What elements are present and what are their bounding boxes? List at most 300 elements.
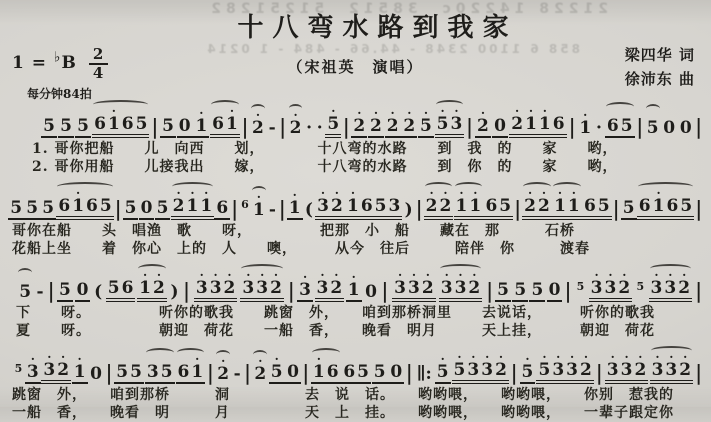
note-group <box>13 362 25 384</box>
note-text: 5 <box>116 362 129 382</box>
note <box>316 111 324 138</box>
note-group-slurred <box>56 186 113 220</box>
note-text: 5 <box>327 114 340 134</box>
note-group <box>41 350 71 384</box>
note <box>530 273 544 300</box>
octave-dot: · <box>515 104 520 118</box>
note-text: 1 <box>469 196 482 216</box>
barline: | <box>564 279 572 304</box>
note-group <box>297 270 313 302</box>
score <box>0 97 711 422</box>
note <box>369 106 383 136</box>
note-group <box>415 357 434 384</box>
octave-dot: · <box>176 186 181 200</box>
lyric-line-2: 一船 香， 晚看 明 月 天 上 挂。 哟哟喂， 哟哟喂， 一辈子跟定你 <box>12 405 674 421</box>
note-group-slurred <box>176 352 206 384</box>
note <box>178 109 192 136</box>
note-group <box>368 106 384 138</box>
meter-denominator: 4 <box>92 63 105 82</box>
note-text: · <box>316 118 323 138</box>
octave-dot: · <box>571 186 576 200</box>
note-text: ) <box>170 282 179 302</box>
octave-dot: · <box>407 106 412 120</box>
octave-dot: · <box>357 106 362 120</box>
octave-dot: · <box>256 190 261 204</box>
note-text: 2 <box>421 278 434 298</box>
note <box>620 109 634 136</box>
note <box>521 352 535 382</box>
note <box>438 186 452 216</box>
note-text: 5 <box>357 362 370 382</box>
note <box>93 107 107 134</box>
note-text: 0 <box>140 198 153 218</box>
note-group <box>267 193 278 220</box>
note-text: 3 <box>481 360 494 380</box>
note-text: 5 <box>162 116 174 136</box>
note-text: ( <box>94 282 103 302</box>
note-group-slurred <box>17 275 33 302</box>
note <box>177 355 191 382</box>
lyric-line-1: 下 呀。 听你的歌我 跳窗 外， 咱到那桥洞里 去说话， 听你的歌我 <box>16 305 655 321</box>
barline: | <box>695 115 702 140</box>
measure <box>55 268 182 302</box>
note <box>537 186 551 216</box>
note-text: 3 <box>620 360 633 380</box>
note-text: 6 <box>94 114 106 134</box>
note-text: 5 <box>59 280 71 300</box>
measure <box>620 186 694 220</box>
octave-dot: · <box>292 188 297 202</box>
note-text: 5 <box>10 198 23 218</box>
note-text: 2 <box>353 116 366 136</box>
note <box>85 189 99 216</box>
note-text: 0 <box>548 280 561 300</box>
octave-dot: · <box>669 350 674 364</box>
note-text: 6 <box>552 114 565 134</box>
octave-dot: · <box>654 268 659 282</box>
octave-dot: · <box>350 186 355 200</box>
note-text: 5 <box>374 196 387 216</box>
note-text: 2 <box>386 116 399 136</box>
note <box>146 355 160 382</box>
octave-dot: · <box>472 268 477 282</box>
note-text: 2 <box>330 196 343 216</box>
note-text: 5 <box>60 116 72 136</box>
note-text: 2 <box>495 360 507 380</box>
note <box>225 104 239 134</box>
note-group <box>155 191 171 220</box>
note-text: 2 <box>403 116 416 136</box>
note <box>646 111 660 138</box>
note <box>537 350 551 380</box>
note <box>115 355 129 382</box>
bleedthrough-text-top: 21228 14220c 38512 51251282 <box>206 1 608 17</box>
note-text: - <box>268 200 276 220</box>
note <box>364 275 378 302</box>
note-text: 6 <box>583 196 596 216</box>
note-group <box>529 273 545 302</box>
octave-dot: · <box>527 186 533 200</box>
measure <box>252 352 302 384</box>
note <box>346 186 360 216</box>
note-text: 6 <box>216 198 229 218</box>
octave-dot: · <box>583 350 589 364</box>
note <box>42 350 56 380</box>
note-text: 1 <box>73 362 86 382</box>
note-text: 1 <box>347 280 360 300</box>
note-text: 5 <box>622 198 635 218</box>
octave-dot: · <box>258 354 263 368</box>
note-text: 6 <box>58 196 71 216</box>
note-text: 5 <box>646 118 659 138</box>
note-text: 2 <box>252 118 264 138</box>
note-group <box>75 109 91 138</box>
measure <box>474 104 568 138</box>
note-group <box>269 352 285 384</box>
note <box>548 273 562 300</box>
note-group <box>492 109 508 138</box>
note-group <box>475 106 491 138</box>
note-text: 6 <box>326 362 339 382</box>
octave-dot: · <box>302 270 308 284</box>
note-text: · <box>306 118 313 138</box>
note-text: 5 <box>420 116 432 136</box>
note <box>565 350 579 380</box>
note <box>498 189 512 216</box>
octave-dot: · <box>142 268 148 282</box>
note <box>156 191 170 218</box>
note <box>58 273 72 300</box>
note-text: 1 <box>186 196 199 216</box>
note <box>71 186 85 216</box>
note-text: 3 <box>256 278 269 298</box>
note-text: 2 <box>511 114 524 134</box>
octave-dot: · <box>334 268 339 282</box>
octave-dot: · <box>683 350 688 364</box>
note <box>124 191 138 218</box>
octave-dot: · <box>76 186 81 200</box>
note-group <box>363 275 379 302</box>
note-text: 5 <box>42 198 55 218</box>
note <box>305 111 313 138</box>
note-text: 3 <box>394 278 407 298</box>
note <box>312 352 326 382</box>
octave-dot: · <box>471 350 476 364</box>
measure <box>604 350 695 384</box>
note-group-slurred <box>522 186 552 220</box>
octave-dot: · <box>473 186 478 200</box>
note-text: 1 <box>195 116 208 136</box>
note-group <box>25 352 41 384</box>
note <box>326 355 340 382</box>
octave-dot: · <box>622 268 627 282</box>
note <box>253 354 267 384</box>
note <box>678 350 692 380</box>
note-text: 2 <box>439 196 452 216</box>
note-text: 3 <box>146 362 159 382</box>
grace-note <box>14 359 24 374</box>
note <box>583 189 597 216</box>
note-text: 3 <box>454 278 467 298</box>
octave-dot: · <box>541 186 547 200</box>
note-group <box>325 104 341 138</box>
barline: | <box>612 197 620 222</box>
measure <box>572 268 694 302</box>
note-text: 6 <box>606 116 619 136</box>
note-text: - <box>233 364 241 384</box>
octave-dot: · <box>61 350 66 364</box>
note-text: 2 <box>270 278 282 298</box>
note-group <box>392 268 436 302</box>
note <box>107 104 121 134</box>
note-text: 2 <box>217 364 230 384</box>
octave-dot: · <box>498 350 504 364</box>
note-text: 6 <box>212 114 225 134</box>
octave-dot: · <box>668 268 673 282</box>
measure <box>191 268 287 302</box>
note-text: 2 <box>172 196 185 216</box>
measure <box>351 104 466 138</box>
octave-dot: · <box>199 106 204 120</box>
note-text: 1 <box>191 362 204 382</box>
note-group <box>594 111 604 138</box>
note-text: 5 <box>531 280 544 300</box>
note-group <box>495 273 511 302</box>
note-text: 5 <box>636 280 645 293</box>
measure <box>16 275 47 302</box>
note <box>494 350 508 380</box>
note-group <box>123 191 139 220</box>
note-text: 3 <box>604 278 617 298</box>
note-group-slurred <box>650 350 694 384</box>
note <box>677 268 691 298</box>
note <box>269 268 283 298</box>
flat-icon: ♭ <box>53 49 62 66</box>
note-text: 6 <box>666 196 679 216</box>
barline: | <box>695 361 702 386</box>
note-text: 5 <box>373 362 386 382</box>
note-text: 5 <box>680 196 693 216</box>
note-group <box>520 352 536 384</box>
barline: | <box>466 115 473 140</box>
note-group <box>114 355 144 384</box>
note-group <box>452 350 509 384</box>
note <box>129 355 143 382</box>
note <box>135 107 149 134</box>
note-group-slurred <box>250 108 266 138</box>
octave-dot: · <box>351 270 356 284</box>
note-text: 6 <box>638 196 651 216</box>
note <box>402 106 416 136</box>
note <box>523 186 537 216</box>
note-text: 1 <box>252 200 265 220</box>
credit-composer: 徐沛东 曲 <box>624 70 695 88</box>
note <box>664 350 678 380</box>
note <box>595 111 603 138</box>
barline: | <box>279 197 286 222</box>
octave-dot: · <box>316 352 321 366</box>
note-text: 0 <box>390 362 403 382</box>
note-text: 2 <box>330 278 343 298</box>
note <box>597 189 611 216</box>
note-text: 6 <box>121 278 134 298</box>
note <box>493 109 507 136</box>
note-text: 1 <box>312 362 325 382</box>
note-group <box>345 186 402 220</box>
key-prefix: 1 = <box>12 53 54 73</box>
note <box>606 350 620 380</box>
note-text: 3 <box>317 196 329 216</box>
note <box>524 104 538 134</box>
octave-dot: · <box>480 106 486 120</box>
note-text: 6 <box>360 196 373 216</box>
note-text: - <box>36 282 44 302</box>
note-group <box>315 111 325 138</box>
octave-dot: · <box>610 350 615 364</box>
measure <box>40 104 151 138</box>
note <box>389 355 403 382</box>
note-group <box>315 186 345 220</box>
note <box>453 350 467 380</box>
barline: | <box>231 197 238 222</box>
note-group <box>589 268 633 302</box>
note <box>251 108 265 138</box>
note <box>388 189 402 216</box>
note <box>663 268 677 298</box>
note-text: 5 <box>99 196 112 216</box>
lyric-line-1: 哥你在船 头 唱渔 歌 呀， 把那 小 船 藏在 那 石桥 <box>12 223 575 239</box>
system <box>8 179 703 258</box>
note <box>510 104 524 134</box>
note <box>57 189 71 216</box>
barline: | <box>279 115 286 140</box>
note <box>199 186 213 216</box>
note-text: 5 <box>620 116 633 136</box>
note <box>268 193 277 220</box>
note <box>480 350 494 380</box>
note-group <box>92 275 104 302</box>
note-text: 1 <box>652 196 665 216</box>
note-text: 1 <box>538 114 551 134</box>
note-text: 3 <box>299 280 311 300</box>
note-text: 3 <box>606 360 619 380</box>
note <box>190 352 204 382</box>
note <box>270 352 284 382</box>
octave-dot: · <box>373 106 379 120</box>
octave-dot: · <box>190 186 195 200</box>
barline: | <box>595 361 603 386</box>
note-text: · <box>596 118 602 138</box>
octave-dot: · <box>443 186 448 200</box>
octave-dot: · <box>429 186 434 200</box>
barline: | <box>695 279 702 304</box>
note <box>241 268 255 298</box>
note <box>35 275 44 302</box>
time-signature <box>89 46 108 81</box>
note-group <box>72 352 88 384</box>
note <box>138 268 152 298</box>
note-text: 1 <box>567 196 580 216</box>
note-text: 2 <box>57 360 70 380</box>
note-text: 2 <box>618 278 631 298</box>
note <box>172 186 186 216</box>
note <box>416 357 433 384</box>
note <box>288 188 302 218</box>
note-group-slurred <box>605 109 635 138</box>
note <box>233 357 242 384</box>
note-text: 3 <box>388 196 401 216</box>
note-text: 0 <box>365 282 378 302</box>
note-text: 2 <box>524 196 536 216</box>
note-text: 5 <box>576 280 585 293</box>
note-group-slurred <box>424 186 454 220</box>
measure <box>122 186 230 220</box>
barline: | <box>510 361 518 386</box>
note-group <box>605 350 649 384</box>
octave-dot: · <box>229 104 235 118</box>
barline: | <box>151 115 159 140</box>
octave-dot: · <box>213 268 218 282</box>
note-group-slurred <box>288 108 304 138</box>
note <box>652 186 666 216</box>
note-text: 6 <box>485 196 498 216</box>
note-row <box>8 97 703 140</box>
octave-dot: · <box>556 350 561 364</box>
measure <box>12 350 105 384</box>
note <box>160 355 174 382</box>
note-text: 1 <box>579 118 592 138</box>
note-text: 5 <box>26 198 39 218</box>
note-group <box>177 109 193 138</box>
note <box>553 186 567 216</box>
note-group <box>160 109 176 138</box>
note-group <box>635 280 647 302</box>
note <box>152 268 166 298</box>
note <box>316 186 330 216</box>
octave-dot: · <box>221 354 226 368</box>
note-group-slurred <box>145 355 175 384</box>
measure <box>576 109 635 138</box>
octave-dot: · <box>293 108 298 122</box>
octave-dot: · <box>608 268 613 282</box>
note-text: 5 <box>124 198 137 218</box>
note-text: 6 <box>241 198 249 211</box>
note <box>304 193 314 220</box>
note-text: 5 <box>130 362 142 382</box>
note-text: 5 <box>14 362 23 375</box>
note <box>209 268 223 298</box>
note-group <box>57 273 73 302</box>
note <box>352 106 366 136</box>
note-text: 3 <box>665 360 678 380</box>
note-group-slurred <box>171 186 215 220</box>
note-group-slurred <box>210 104 240 138</box>
note <box>484 189 498 216</box>
note <box>76 273 90 300</box>
note <box>496 273 510 300</box>
barline: | <box>514 197 521 222</box>
note-group-slurred <box>439 268 483 302</box>
note-group <box>304 111 314 138</box>
note-group <box>169 275 181 302</box>
note <box>252 190 266 220</box>
note-text: 3 <box>664 278 677 298</box>
note-text: 1 <box>226 114 238 134</box>
note-text: 5 <box>77 116 89 136</box>
note-group <box>232 357 243 384</box>
measure <box>522 186 612 220</box>
barline: | <box>486 279 493 304</box>
